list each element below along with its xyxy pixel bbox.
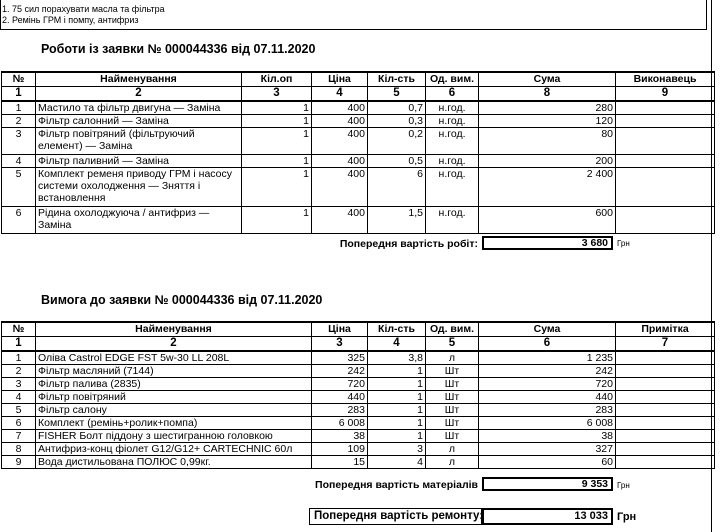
materials-cell-qty: 1 <box>368 378 426 391</box>
works-cell-sum: 2 400 <box>479 168 616 207</box>
materials-cell-unit: Шт <box>426 404 479 417</box>
works-cell-exec <box>616 155 715 168</box>
materials-cell-name: Комплект (ремінь+ролик+помпа) <box>36 417 312 430</box>
materials-cell-name: FISHER Болт піддону з шестигранною головкою <box>36 430 312 443</box>
materials-cell-name: Антифриз-конц фіолет G12/G12+ CARTECHNIC 60л <box>36 443 312 456</box>
materials-cell-sum: 242 <box>479 365 616 378</box>
works-col-header: Виконавець <box>616 72 715 87</box>
materials-col-header: Примітка <box>616 322 715 337</box>
materials-cell-note <box>616 443 715 456</box>
materials-cell-unit: л <box>426 456 479 469</box>
works-col-number: 6 <box>426 87 479 102</box>
materials-cell-n: 3 <box>2 378 36 391</box>
materials-col-header: № <box>2 322 36 337</box>
works-col-header: Кіл.оп <box>242 72 312 87</box>
works-col-number: 2 <box>36 87 242 102</box>
works-cell-ops: 1 <box>242 168 312 207</box>
works-cell-price: 400 <box>312 101 368 115</box>
table-row <box>2 456 715 469</box>
works-cell-price: 400 <box>312 128 368 155</box>
materials-cell-price: 242 <box>312 365 368 378</box>
works-cell-unit: н.год. <box>426 207 479 234</box>
grand-total-value: 13 033 <box>482 508 613 525</box>
works-cell-sum: 600 <box>479 207 616 234</box>
materials-cell-unit: Шт <box>426 417 479 430</box>
materials-cell-price: 325 <box>312 351 368 365</box>
materials-total-value: 9 353 <box>482 477 613 491</box>
materials-cell-sum: 327 <box>479 443 616 456</box>
materials-col-header: Найменування <box>36 322 312 337</box>
works-cell-sum: 120 <box>479 115 616 128</box>
table-row <box>2 207 715 234</box>
table-row <box>2 391 715 404</box>
table-row <box>2 365 715 378</box>
works-col-header: Кіл-сть <box>368 72 426 87</box>
works-cell-unit: н.год. <box>426 115 479 128</box>
works-cell-unit: н.год. <box>426 155 479 168</box>
table-row <box>2 404 715 417</box>
works-cell-ops: 1 <box>242 207 312 234</box>
works-cell-qty: 0,3 <box>368 115 426 128</box>
works-cell-name: Фільтр паливний — Заміна <box>36 155 242 168</box>
materials-cell-sum: 283 <box>479 404 616 417</box>
works-cell-qty: 6 <box>368 168 426 207</box>
materials-cell-note <box>616 378 715 391</box>
materials-header-row <box>2 322 715 337</box>
works-total-value: 3 680 <box>482 236 613 250</box>
materials-col-header: Од. вим. <box>426 322 479 337</box>
works-cell-price: 400 <box>312 155 368 168</box>
table-row <box>2 101 715 115</box>
materials-cell-name: Фільтр палива (2835) <box>36 378 312 391</box>
materials-col-number: 6 <box>479 337 616 352</box>
table-row <box>2 115 715 128</box>
works-cell-name: Фільтр повітряний (фільтруючий елемент) — Заміна <box>36 128 242 155</box>
materials-col-header: Сума <box>479 322 616 337</box>
materials-cell-qty: 1 <box>368 404 426 417</box>
note-line-1: 1. 75 сил порахувати масла та фільтра <box>2 4 165 14</box>
works-col-header: Од. вим. <box>426 72 479 87</box>
materials-cell-sum: 6 008 <box>479 417 616 430</box>
materials-cell-n: 1 <box>2 351 36 365</box>
materials-cell-note <box>616 351 715 365</box>
materials-cell-name: Фільтр масляний (7144) <box>36 365 312 378</box>
materials-cell-price: 15 <box>312 456 368 469</box>
materials-cell-note <box>616 404 715 417</box>
materials-cell-n: 2 <box>2 365 36 378</box>
materials-cell-n: 9 <box>2 456 36 469</box>
table-row <box>2 155 715 168</box>
materials-cell-name: Фільтр салону <box>36 404 312 417</box>
works-cell-n: 3 <box>2 128 36 155</box>
works-cell-exec <box>616 207 715 234</box>
works-cell-ops: 1 <box>242 115 312 128</box>
materials-cell-price: 109 <box>312 443 368 456</box>
table-row <box>2 128 715 155</box>
works-cell-qty: 0,7 <box>368 101 426 115</box>
note-line-2: 2. Ремінь ГРМ і помпу, антифриз <box>2 15 139 25</box>
works-cell-unit: н.год. <box>426 101 479 115</box>
materials-cell-unit: Шт <box>426 365 479 378</box>
works-cell-exec <box>616 128 715 155</box>
materials-cell-qty: 3,8 <box>368 351 426 365</box>
materials-col-number: 7 <box>616 337 715 352</box>
materials-title: Вимога до заявки № 000044336 від 07.11.2020 <box>41 293 323 307</box>
materials-cell-unit: л <box>426 443 479 456</box>
materials-total-label: Попередня вартість матеріалів <box>315 479 478 491</box>
works-cell-name: Фільтр салонний — Заміна <box>36 115 242 128</box>
works-col-number: 9 <box>616 87 715 102</box>
materials-cell-sum: 440 <box>479 391 616 404</box>
materials-cell-name: Вода дистильована ПОЛЮС 0,99кг. <box>36 456 312 469</box>
table-row <box>2 417 715 430</box>
materials-cell-price: 6 008 <box>312 417 368 430</box>
works-cell-ops: 1 <box>242 155 312 168</box>
materials-cell-price: 283 <box>312 404 368 417</box>
materials-cell-n: 4 <box>2 391 36 404</box>
works-cell-n: 2 <box>2 115 36 128</box>
works-total-label: Попередня вартість робіт: <box>339 238 478 250</box>
materials-cell-unit: Шт <box>426 391 479 404</box>
materials-cell-price: 720 <box>312 378 368 391</box>
materials-cell-qty: 4 <box>368 456 426 469</box>
materials-total-currency: Грн <box>617 481 630 490</box>
works-col-number: 3 <box>242 87 312 102</box>
works-cell-ops: 1 <box>242 101 312 115</box>
table-row <box>2 168 715 207</box>
works-cell-name: Рідина охолоджуюча / антифриз — Заміна <box>36 207 242 234</box>
table-row <box>2 443 715 456</box>
works-col-number: 5 <box>368 87 426 102</box>
materials-col-header: Кіл-сть <box>368 322 426 337</box>
table-row <box>2 351 715 365</box>
materials-col-header: Ціна <box>312 322 368 337</box>
works-cell-qty: 1,5 <box>368 207 426 234</box>
works-cell-exec <box>616 168 715 207</box>
grand-total-currency: Грн <box>617 511 637 523</box>
works-header-row <box>2 72 715 87</box>
materials-cell-note <box>616 456 715 469</box>
materials-cell-name: Оліва Castrol EDGE FST 5w-30 LL 208L <box>36 351 312 365</box>
works-cell-price: 400 <box>312 207 368 234</box>
works-cell-n: 1 <box>2 101 36 115</box>
works-total-currency: Грн <box>617 239 630 248</box>
table-row <box>2 430 715 443</box>
materials-cell-n: 5 <box>2 404 36 417</box>
works-cell-sum: 200 <box>479 155 616 168</box>
materials-col-number: 3 <box>312 337 368 352</box>
works-col-header: Сума <box>479 72 616 87</box>
works-cell-unit: н.год. <box>426 168 479 207</box>
works-cell-name: Комплект ременя приводу ГРМ і насосу системи охолодження — Зняття і встановлення <box>36 168 242 207</box>
materials-cell-price: 38 <box>312 430 368 443</box>
materials-cell-n: 8 <box>2 443 36 456</box>
materials-cell-sum: 60 <box>479 456 616 469</box>
works-cell-sum: 280 <box>479 101 616 115</box>
works-cell-n: 4 <box>2 155 36 168</box>
materials-cell-sum: 38 <box>479 430 616 443</box>
works-cell-qty: 0,5 <box>368 155 426 168</box>
works-title: Роботи із заявки № 000044336 від 07.11.2020 <box>41 42 316 56</box>
materials-cell-unit: л <box>426 351 479 365</box>
works-col-number: 1 <box>2 87 36 102</box>
works-col-header: Ціна <box>312 72 368 87</box>
materials-cell-price: 440 <box>312 391 368 404</box>
materials-col-number: 2 <box>36 337 312 352</box>
materials-col-number: 4 <box>368 337 426 352</box>
works-col-number: 4 <box>312 87 368 102</box>
works-cell-sum: 80 <box>479 128 616 155</box>
grand-total-label: Попередня вартість ремонту: <box>314 510 484 522</box>
works-col-header: № <box>2 72 36 87</box>
materials-colnum-row <box>2 337 715 352</box>
materials-cell-sum: 1 235 <box>479 351 616 365</box>
works-cell-qty: 0,2 <box>368 128 426 155</box>
materials-cell-note <box>616 430 715 443</box>
materials-cell-qty: 1 <box>368 417 426 430</box>
materials-col-number: 1 <box>2 337 36 352</box>
materials-cell-note <box>616 365 715 378</box>
works-col-number: 8 <box>479 87 616 102</box>
works-cell-price: 400 <box>312 115 368 128</box>
works-col-header: Найменування <box>36 72 242 87</box>
works-cell-exec <box>616 115 715 128</box>
materials-col-number: 5 <box>426 337 479 352</box>
materials-cell-unit: Шт <box>426 430 479 443</box>
materials-cell-n: 7 <box>2 430 36 443</box>
works-cell-price: 400 <box>312 168 368 207</box>
materials-cell-unit: Шт <box>426 378 479 391</box>
materials-cell-qty: 1 <box>368 430 426 443</box>
works-cell-n: 5 <box>2 168 36 207</box>
works-cell-n: 6 <box>2 207 36 234</box>
materials-cell-name: Фільтр повітряний <box>36 391 312 404</box>
materials-cell-note <box>616 417 715 430</box>
materials-cell-note <box>616 391 715 404</box>
materials-cell-qty: 3 <box>368 443 426 456</box>
materials-table <box>1 321 715 469</box>
materials-cell-qty: 1 <box>368 391 426 404</box>
works-table <box>1 71 715 234</box>
materials-cell-qty: 1 <box>368 365 426 378</box>
works-cell-exec <box>616 101 715 115</box>
table-row <box>2 378 715 391</box>
materials-cell-n: 6 <box>2 417 36 430</box>
works-cell-unit: н.год. <box>426 128 479 155</box>
works-colnum-row <box>2 87 715 102</box>
order-notes <box>0 0 707 30</box>
works-cell-name: Мастило та фільтр двигуна — Заміна <box>36 101 242 115</box>
works-cell-ops: 1 <box>242 128 312 155</box>
materials-cell-sum: 720 <box>479 378 616 391</box>
